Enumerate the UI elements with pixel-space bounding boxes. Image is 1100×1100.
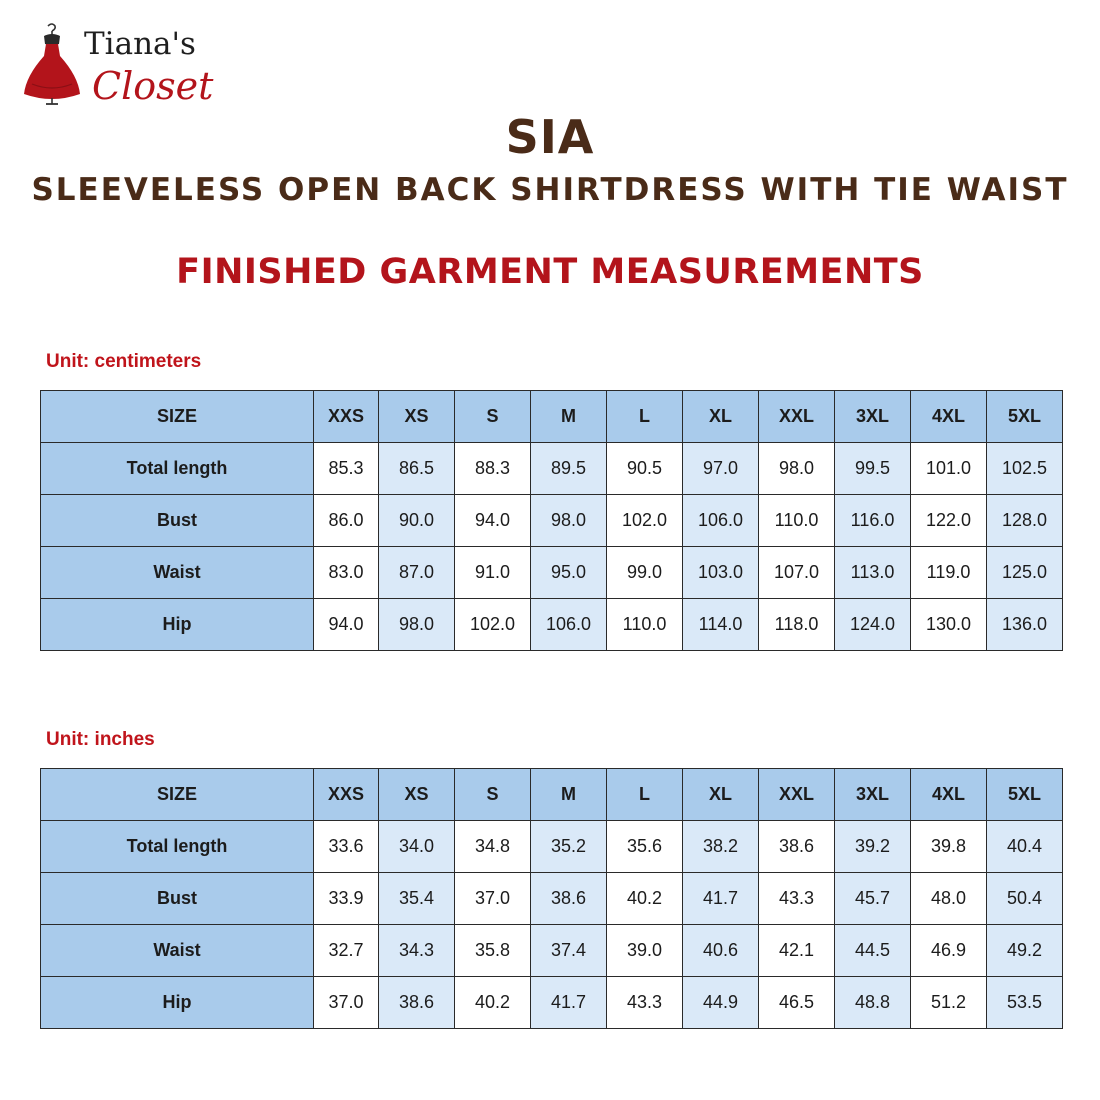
size-header-cell: XXS bbox=[314, 769, 379, 821]
measurement-cell: 48.0 bbox=[911, 873, 987, 925]
measurement-cell: 35.4 bbox=[379, 873, 455, 925]
measurement-cell: 136.0 bbox=[987, 599, 1063, 651]
measurement-cell: 103.0 bbox=[683, 547, 759, 599]
row-label: Total length bbox=[41, 821, 314, 873]
measurement-cell: 41.7 bbox=[531, 977, 607, 1029]
row-label: Hip bbox=[41, 599, 314, 651]
measurement-cell: 102.0 bbox=[607, 495, 683, 547]
measurement-cell: 33.9 bbox=[314, 873, 379, 925]
table-row bbox=[41, 821, 1063, 873]
size-header-cell: 3XL bbox=[835, 391, 911, 443]
measurement-cell: 39.8 bbox=[911, 821, 987, 873]
row-label: Waist bbox=[41, 547, 314, 599]
product-description: SLEEVELESS OPEN BACK SHIRTDRESS WITH TIE WAIST bbox=[31, 172, 1069, 208]
measurement-cell: 44.9 bbox=[683, 977, 759, 1029]
row-label: Bust bbox=[41, 873, 314, 925]
measurement-cell: 107.0 bbox=[759, 547, 835, 599]
measurement-cell: 98.0 bbox=[379, 599, 455, 651]
measurement-cell: 35.2 bbox=[531, 821, 607, 873]
measurement-cell: 94.0 bbox=[314, 599, 379, 651]
measurement-cell: 91.0 bbox=[455, 547, 531, 599]
measurement-cell: 110.0 bbox=[759, 495, 835, 547]
size-header-cell: L bbox=[607, 391, 683, 443]
measurement-cell: 98.0 bbox=[531, 495, 607, 547]
table-header-row bbox=[41, 769, 1063, 821]
measurement-cell: 35.8 bbox=[455, 925, 531, 977]
measurement-cell: 40.6 bbox=[683, 925, 759, 977]
size-header-cell: XL bbox=[683, 769, 759, 821]
unit-label-cm: Unit: centimeters bbox=[46, 351, 202, 372]
row-label: Total length bbox=[41, 443, 314, 495]
size-column-header: SIZE bbox=[41, 769, 314, 821]
measurement-cell: 102.5 bbox=[987, 443, 1063, 495]
measurement-cell: 50.4 bbox=[987, 873, 1063, 925]
table-row bbox=[41, 977, 1063, 1029]
row-label: Waist bbox=[41, 925, 314, 977]
size-column-header: SIZE bbox=[41, 391, 314, 443]
measurement-cell: 45.7 bbox=[835, 873, 911, 925]
size-header-cell: 4XL bbox=[911, 769, 987, 821]
measurement-cell: 42.1 bbox=[759, 925, 835, 977]
measurement-cell: 113.0 bbox=[835, 547, 911, 599]
measurement-cell: 35.6 bbox=[607, 821, 683, 873]
measurement-cell: 48.8 bbox=[835, 977, 911, 1029]
measurement-cell: 51.2 bbox=[911, 977, 987, 1029]
measurement-cell: 37.0 bbox=[314, 977, 379, 1029]
table-row bbox=[41, 547, 1063, 599]
measurement-cell: 34.8 bbox=[455, 821, 531, 873]
measurement-cell: 128.0 bbox=[987, 495, 1063, 547]
measurement-cell: 44.5 bbox=[835, 925, 911, 977]
measurement-cell: 90.5 bbox=[607, 443, 683, 495]
measurement-cell: 87.0 bbox=[379, 547, 455, 599]
table-row bbox=[41, 925, 1063, 977]
size-header-cell: 5XL bbox=[987, 769, 1063, 821]
measurement-cell: 106.0 bbox=[683, 495, 759, 547]
measurement-cell: 40.2 bbox=[455, 977, 531, 1029]
measurement-cell: 122.0 bbox=[911, 495, 987, 547]
measurement-cell: 38.2 bbox=[683, 821, 759, 873]
measurement-cell: 119.0 bbox=[911, 547, 987, 599]
size-header-cell: S bbox=[455, 769, 531, 821]
product-name: SIA bbox=[505, 110, 595, 164]
measurement-cell: 39.0 bbox=[607, 925, 683, 977]
measurement-cell: 53.5 bbox=[987, 977, 1063, 1029]
unit-label-inches: Unit: inches bbox=[46, 729, 155, 750]
measurement-cell: 95.0 bbox=[531, 547, 607, 599]
size-header-cell: L bbox=[607, 769, 683, 821]
measurement-cell: 90.0 bbox=[379, 495, 455, 547]
measurement-cell: 33.6 bbox=[314, 821, 379, 873]
measurement-cell: 38.6 bbox=[759, 821, 835, 873]
measurement-cell: 43.3 bbox=[759, 873, 835, 925]
size-header-cell: M bbox=[531, 391, 607, 443]
size-header-cell: M bbox=[531, 769, 607, 821]
measurement-table-cm bbox=[40, 390, 1063, 651]
size-header-cell: 3XL bbox=[835, 769, 911, 821]
measurement-cell: 98.0 bbox=[759, 443, 835, 495]
measurement-cell: 37.4 bbox=[531, 925, 607, 977]
measurement-cell: 46.5 bbox=[759, 977, 835, 1029]
measurement-cell: 130.0 bbox=[911, 599, 987, 651]
measurement-cell: 116.0 bbox=[835, 495, 911, 547]
measurement-cell: 49.2 bbox=[987, 925, 1063, 977]
measurement-cell: 40.4 bbox=[987, 821, 1063, 873]
size-header-cell: S bbox=[455, 391, 531, 443]
red-dress-mannequin-icon bbox=[22, 22, 84, 106]
measurement-cell: 38.6 bbox=[531, 873, 607, 925]
measurement-cell: 97.0 bbox=[683, 443, 759, 495]
table-row bbox=[41, 873, 1063, 925]
measurement-cell: 106.0 bbox=[531, 599, 607, 651]
measurement-cell: 88.3 bbox=[455, 443, 531, 495]
table-row bbox=[41, 443, 1063, 495]
table-row bbox=[41, 495, 1063, 547]
measurement-cell: 34.3 bbox=[379, 925, 455, 977]
size-header-cell: XXL bbox=[759, 769, 835, 821]
measurement-cell: 114.0 bbox=[683, 599, 759, 651]
size-header-cell: 4XL bbox=[911, 391, 987, 443]
size-header-cell: XL bbox=[683, 391, 759, 443]
size-header-cell: 5XL bbox=[987, 391, 1063, 443]
measurement-cell: 99.0 bbox=[607, 547, 683, 599]
row-label: Hip bbox=[41, 977, 314, 1029]
measurement-cell: 99.5 bbox=[835, 443, 911, 495]
measurement-cell: 124.0 bbox=[835, 599, 911, 651]
measurement-cell: 102.0 bbox=[455, 599, 531, 651]
measurement-cell: 86.5 bbox=[379, 443, 455, 495]
measurement-cell: 110.0 bbox=[607, 599, 683, 651]
measurement-cell: 43.3 bbox=[607, 977, 683, 1029]
size-header-cell: XS bbox=[379, 769, 455, 821]
measurement-cell: 40.2 bbox=[607, 873, 683, 925]
measurement-cell: 118.0 bbox=[759, 599, 835, 651]
measurement-cell: 46.9 bbox=[911, 925, 987, 977]
row-label: Bust bbox=[41, 495, 314, 547]
measurement-cell: 38.6 bbox=[379, 977, 455, 1029]
measurement-cell: 83.0 bbox=[314, 547, 379, 599]
measurement-cell: 86.0 bbox=[314, 495, 379, 547]
size-header-cell: XXS bbox=[314, 391, 379, 443]
size-header-cell: XS bbox=[379, 391, 455, 443]
measurement-table-inches bbox=[40, 768, 1063, 1029]
table-header-row bbox=[41, 391, 1063, 443]
measurement-cell: 39.2 bbox=[835, 821, 911, 873]
measurement-cell: 85.3 bbox=[314, 443, 379, 495]
size-header-cell: XXL bbox=[759, 391, 835, 443]
brand-logo bbox=[22, 22, 212, 112]
measurement-cell: 101.0 bbox=[911, 443, 987, 495]
brand-name: Tiana's bbox=[84, 26, 196, 62]
measurement-cell: 125.0 bbox=[987, 547, 1063, 599]
measurement-cell: 34.0 bbox=[379, 821, 455, 873]
table-row bbox=[41, 599, 1063, 651]
measurement-cell: 32.7 bbox=[314, 925, 379, 977]
measurement-cell: 41.7 bbox=[683, 873, 759, 925]
measurement-cell: 37.0 bbox=[455, 873, 531, 925]
measurement-cell: 89.5 bbox=[531, 443, 607, 495]
page-heading: FINISHED GARMENT MEASUREMENTS bbox=[176, 252, 924, 292]
measurement-cell: 94.0 bbox=[455, 495, 531, 547]
brand-sub: Closet bbox=[92, 64, 214, 108]
